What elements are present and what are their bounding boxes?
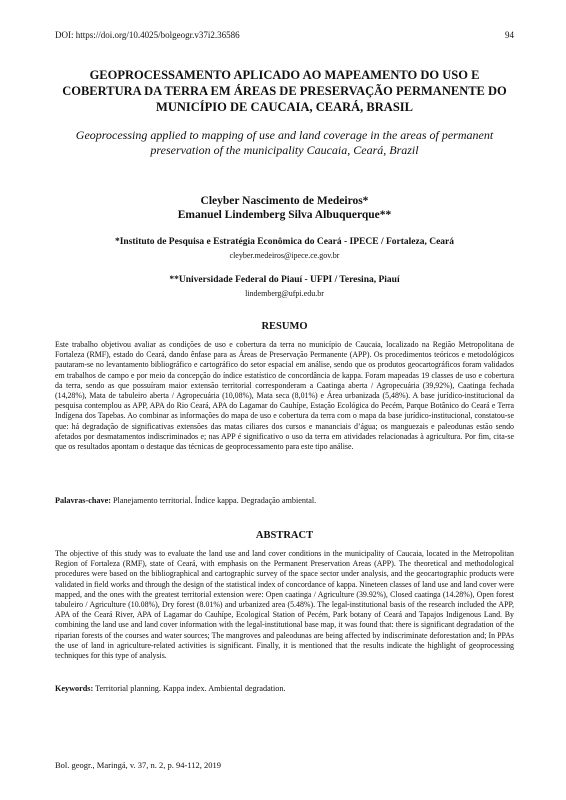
keywords-value: Territorial planning. Kappa index. Ambiental degradation. (95, 684, 286, 693)
doi-link[interactable]: DOI: https://doi.org/10.4025/bolgeogr.v37i2.36586 (55, 30, 240, 40)
page-number: 94 (505, 30, 514, 40)
author-list (55, 194, 514, 222)
resumo-heading: RESUMO (261, 321, 308, 332)
journal-footer: Bol. geogr., Maringá, v. 37, n. 2, p. 94-112, 2019 (55, 760, 222, 770)
affiliation-email[interactable]: cleyber.medeiros@ipece.ce.gov.br (229, 251, 340, 260)
keywords-label: Palavras-chave: (55, 496, 111, 505)
affiliation-1 (55, 236, 514, 261)
keywords (55, 683, 514, 694)
keywords-value: Planejamento territorial. Índice kappa. Degradação ambiental. (112, 496, 317, 505)
affiliation-institution: *Instituto de Pesquisa e Estratégia Econômica do Ceará - IPECE / Fortaleza, Ceará (114, 237, 455, 247)
abstract-heading: ABSTRACT (255, 530, 314, 541)
paper-title: GEOPROCESSAMENTO APLICADO AO MAPEAMENTO DO USO E COBERTURA DA TERRA EM ÁREAS DE PRESERVAÇÃO PERMANENTE DO MUNICÍPIO DE CAUCAIA, CEARÁ, BRASIL (62, 68, 507, 114)
palavras-chave (55, 495, 514, 506)
author-1: Cleyber Nascimento de Medeiros* (200, 195, 369, 207)
resumo-text: Este trabalho objetivou avaliar as condições de uso e cobertura da terra no município de Caucaia, localizado na Região Metropolitana de Fortaleza (RMF), estado do Ceará, dando ênfase para as Áreas de Preservação Permanente (APP). Os procedimentos teóricos e metodológicos pautaram-se no levantamento bibliográfico e cartográfico do setor espacial em análise, sendo que os produtos geocartográficos foram validados em trabalhos de campo e por meio da concepção do índice estatístico de concordância de kappa. Foram mapeadas 19 classes de uso e cobertura da terra, sendo as que possuíram maior extensão territorial corresponderam a Caatinga aberta / Agropecuária (39,92%), Caatinga fechada (14,28%), Mata de tabuleiro aberta / Agropecuária (10,08%), Mata seca (8,01%) e Área urbanizada (5,48%). A base jurídico-institucional da pesquisa contemplou as APP, APA do Rio Ceará, APA do Lagamar do Cauhípe, Estação Ecológica do Pecém, Parque Botânico do Ceará e Terra Indígena dos Tapebas. Ao combinar as informações do mapa de uso e cobertura da terra com o mapa da base jurídico-institucional, constatou-se que: há degradação de significativas extensões das matas ciliares dos cursos e mananciais d’água; os manguezais e paleodunas estão sendo afetados por desmatamentos indiscriminados e; nas APP é significativo o uso da terra em atividades relacionadas à agricultura. Por fim, cita-se que os resultados apontam o destaque das técnicas de geoprocessamento para este tipo análise. (55, 340, 514, 452)
affiliation-2 (55, 274, 514, 299)
abstract-text: The objective of this study was to evaluate the land use and land cover conditions in the municipality of Caucaia, located in the Metropolitan Region of Fortaleza (RMF), state of Ceará, with emphasis on the Permanent Preservation Areas (APP). The theoretical and methodological procedures were based on the bibliographical and cartographic survey of the space sector under analysis, and the geocartographic products were validated in field works and through the design of the statistical index of concordance of kappa. Nineteen classes of land use and land cover were mapped, and the ones with the greatest territorial extension were: Open caatinga / Agriculture (39.92%), Closed caatinga (14.28%), Open forest tabuleiro / Agriculture (10.08%), Dry forest (8.01%) and urbanized area (5.48%). The legal-institutional basis of the research included the APP, APA of the Ceará River, APA of Lagamar do Cauhípe, Ecological Station of Pecém, Park botany of Ceará and Tapajos Indigenous Land. By combining the land use and land cover information with the legal-institutional base map, it was found that: there is significant degradation of the riparian forests of the courses and water sources; The mangroves and paleodunas are being affected by indiscriminate deforestation and; In PPAs the use of land in agriculture-related activities is significant. Finally, it is mentioned that the results indicate the highlight of geoprocessing techniques for this type of analysis. (55, 549, 514, 661)
author-2: Emanuel Lindemberg Silva Albuquerque** (177, 209, 392, 221)
paper-subtitle: Geoprocessing applied to mapping of use and land coverage in the areas of permanent preservation of the municipality Caucaia, Ceará, Brazil (75, 128, 494, 157)
affiliation-institution: **Universidade Federal do Piauí - UFPI / Teresina, Piauí (169, 275, 400, 285)
affiliation-email[interactable]: lindemberg@ufpi.edu.br (245, 289, 324, 298)
keywords-label: Keywords: (55, 684, 94, 693)
